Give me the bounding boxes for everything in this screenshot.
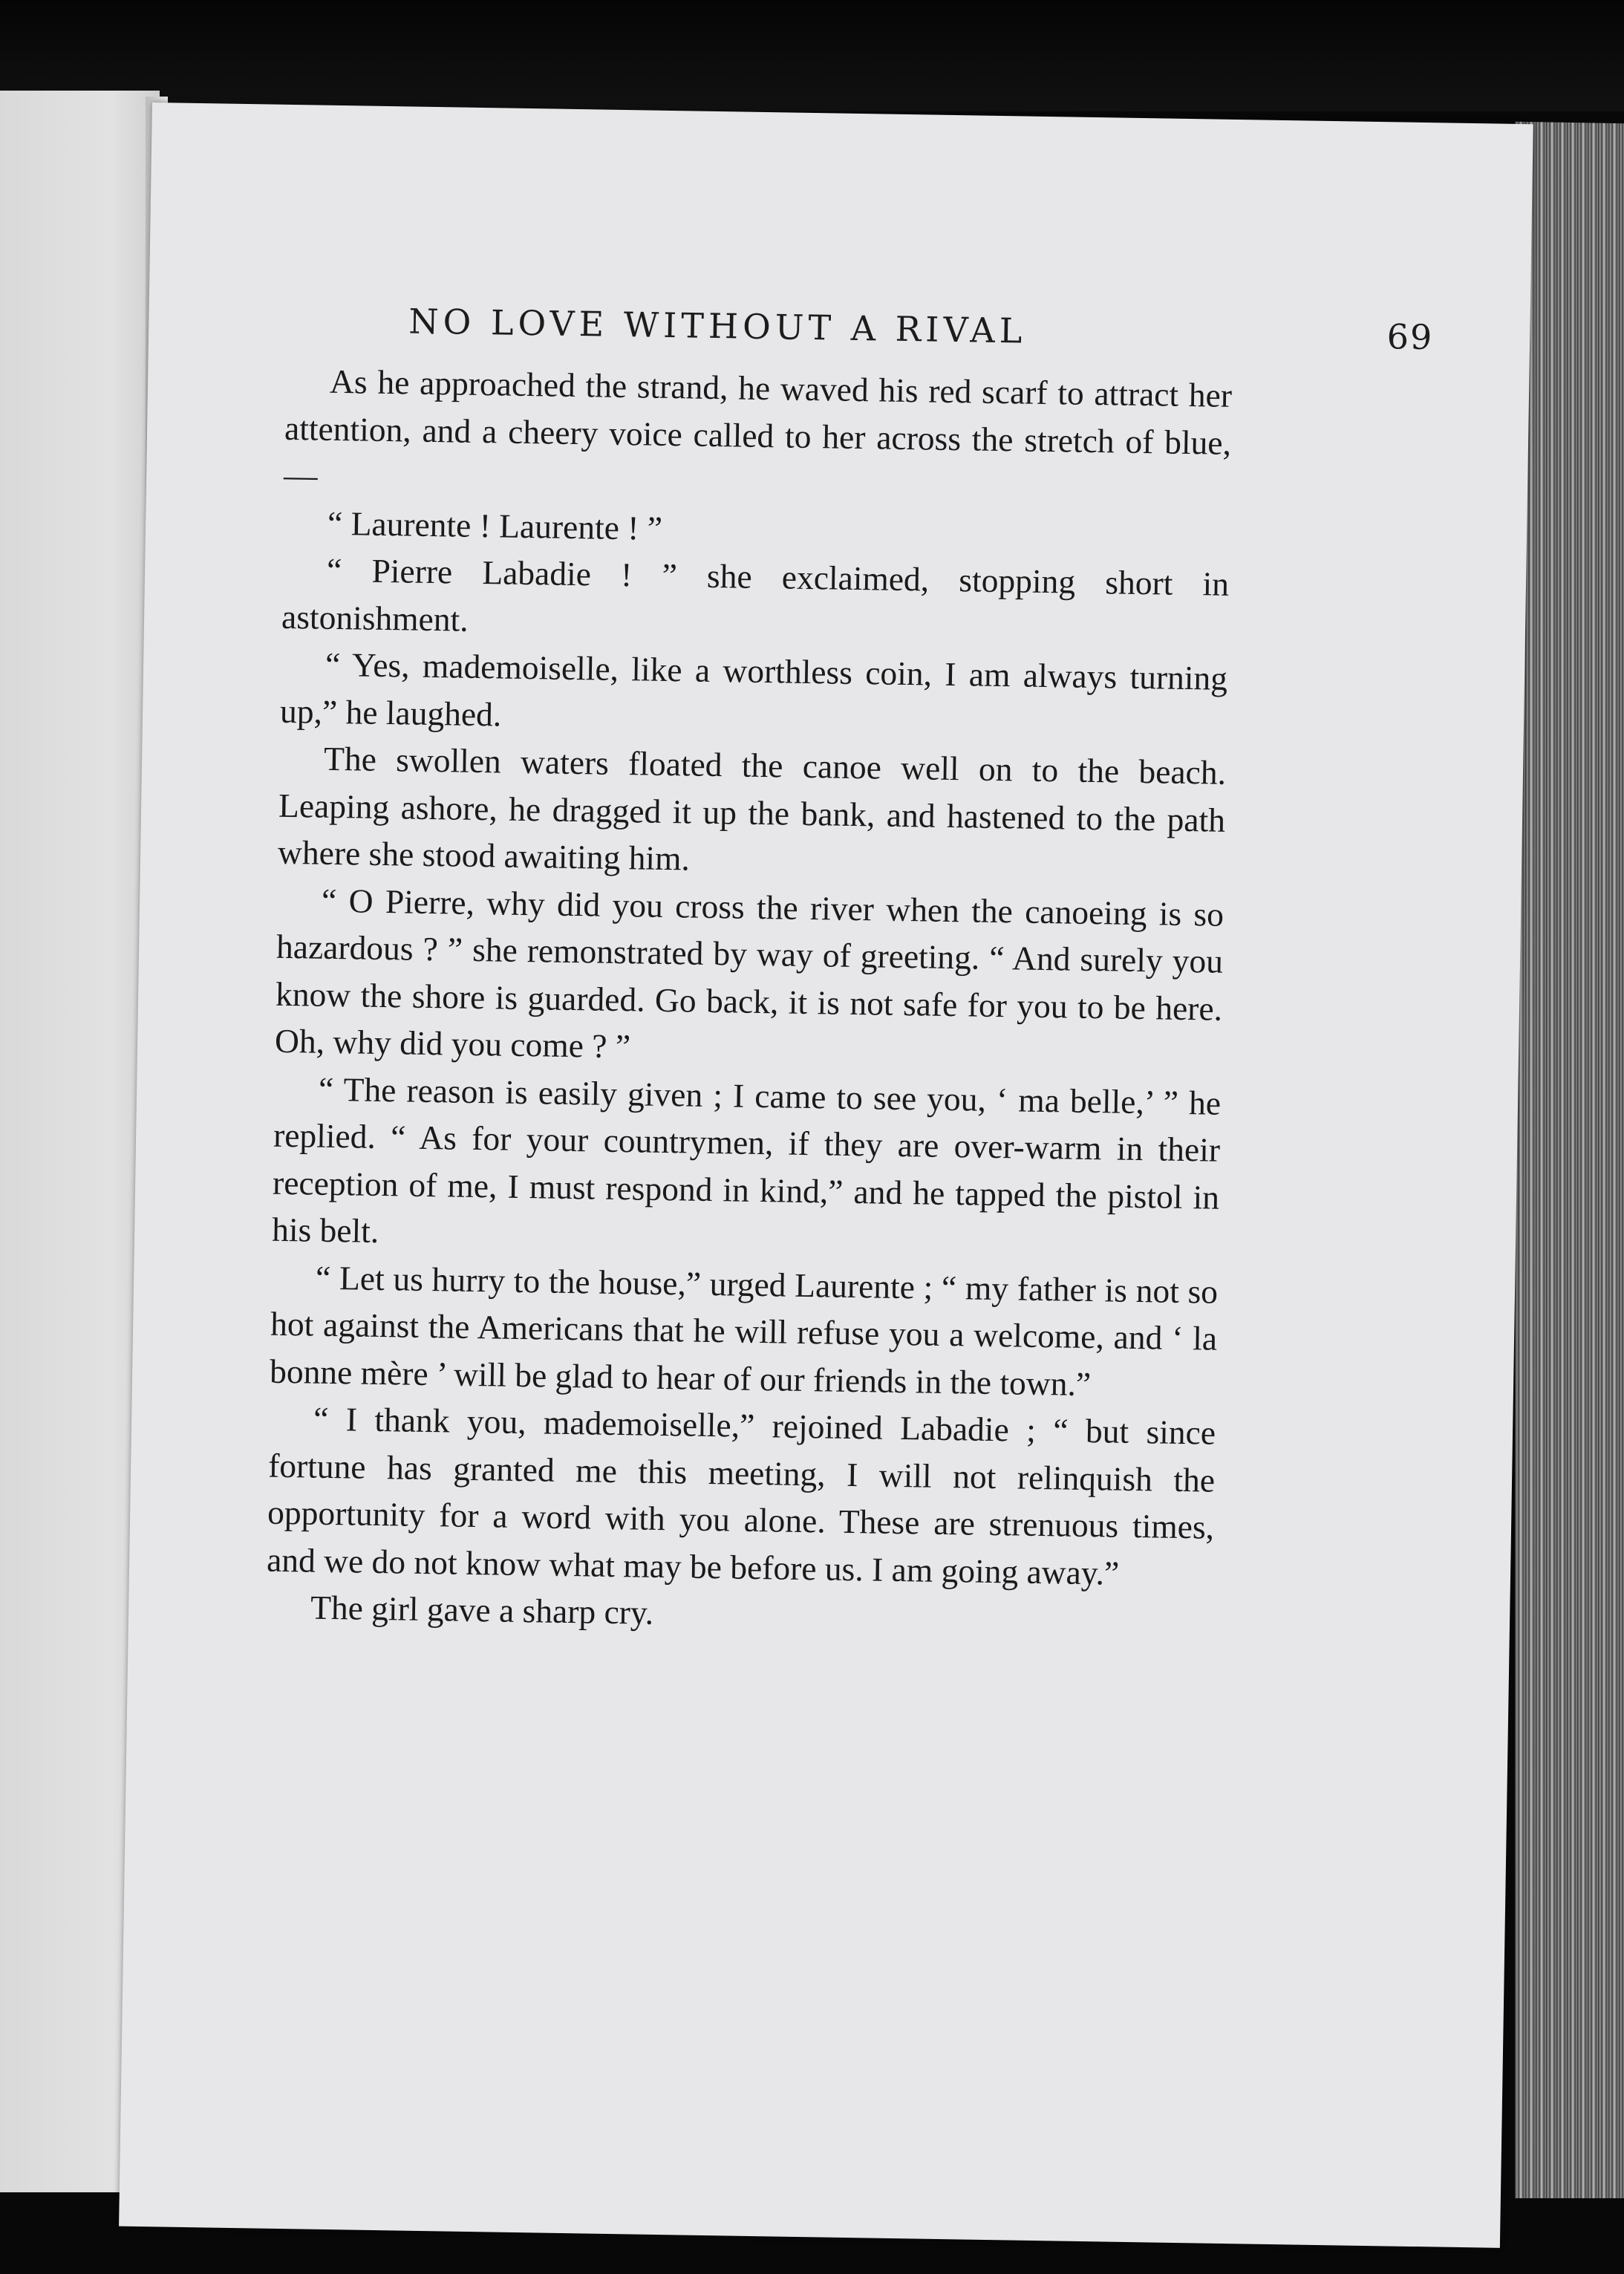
- background-top: [0, 0, 1624, 111]
- page-number: 69: [1386, 316, 1434, 358]
- paragraph: “ Laurente ! Laurente ! ”: [327, 504, 663, 547]
- running-header: [408, 301, 1434, 357]
- paragraph: “ Pierre Labadie ! ” she exclaimed, stopping short in astonishment.: [281, 550, 1230, 639]
- page-body: [266, 357, 1233, 1645]
- paragraph: As he approached the strand, he waved his red scarf to attract her attention, and a cheery voice called to her across the stretch of blue, —: [283, 362, 1233, 495]
- paragraph: “ I thank you, mademoiselle,” rejoined Labadie ; “ but since fortune has granted me this meeting, I will not relinquish the opportunity for a word with you alone. These are strenuous times, and we do not know what may be before us. I am going away.”: [266, 1399, 1216, 1592]
- paragraph: “ Yes, mademoiselle, like a worthless coin, I am always turning up,” he laughed.: [279, 645, 1228, 733]
- running-title: NO LOVE WITHOUT A RIVAL: [408, 301, 1027, 351]
- paragraph: “ The reason is easily given ; I came to see you, ‘ ma belle,’ ” he replied. “ As for your countrymen, if they are over-warm in their reception of me, I must respond in kind,” and he tapped the pistol in his belt.: [271, 1069, 1222, 1250]
- paragraph: The swollen waters floated the canoe well on to the beach. Leaping ashore, he dragged it up the bank, and hastened to the path where she stood awaiting him.: [277, 739, 1227, 878]
- paragraph: The girl gave a sharp cry.: [310, 1588, 654, 1632]
- paragraph: “ O Pierre, why did you cross the river when the canoeing is so hazardous ? ” she remonstrated by way of greeting. “ And surely you know the shore is guarded. Go back, it is not safe for you to be here. Oh, why did you come ? ”: [274, 881, 1224, 1066]
- page-edges: [1515, 122, 1624, 2248]
- paragraph: “ Let us hurry to the house,” urged Laurente ; “ my father is not so hot against the Americans that he will refuse you a welcome, and ‘ la bonne mère ’ will be glad to hear of our friends in the town.”: [269, 1258, 1219, 1403]
- book-page: [119, 102, 1533, 2248]
